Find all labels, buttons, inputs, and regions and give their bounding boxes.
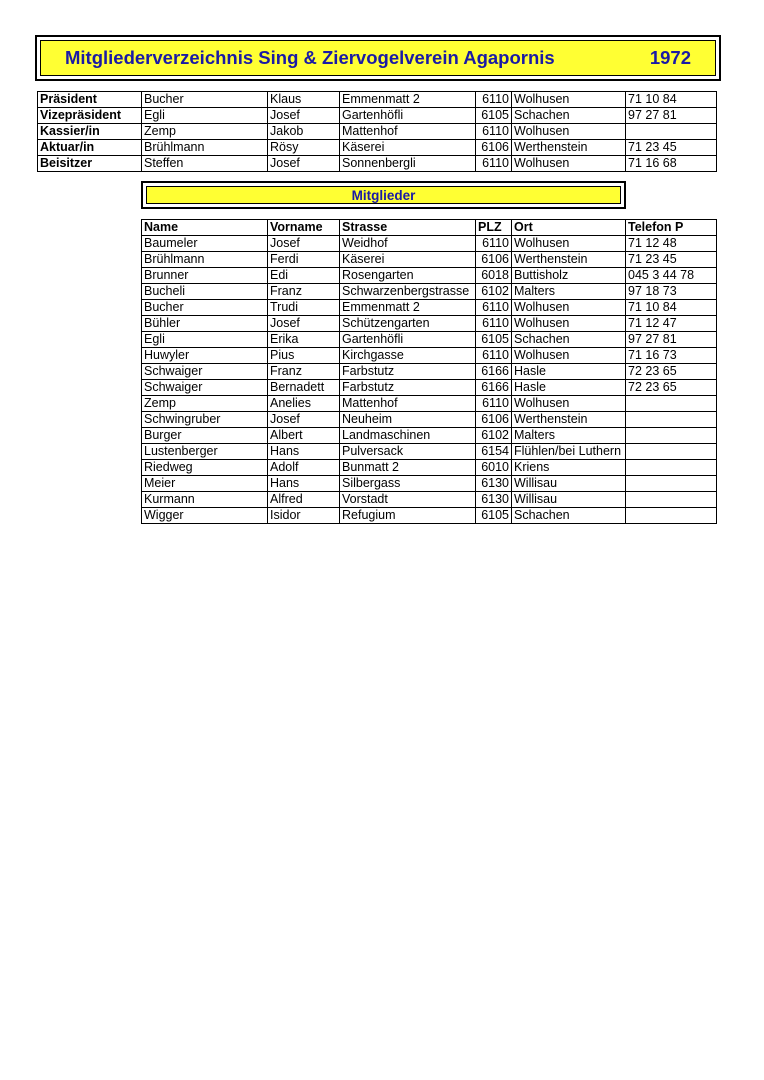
cell-ort: Buttisholz xyxy=(512,268,626,284)
cell-vorname: Jakob xyxy=(268,124,340,140)
cell-vorname: Edi xyxy=(268,268,340,284)
cell-vorname: Isidor xyxy=(268,508,340,524)
cell-strasse: Bunmatt 2 xyxy=(340,460,476,476)
cell-telefon xyxy=(626,460,717,476)
cell-telefon xyxy=(626,492,717,508)
cell-plz: 6010 xyxy=(476,460,512,476)
cell-telefon: 71 12 48 xyxy=(626,236,717,252)
cell-ort: Malters xyxy=(512,428,626,444)
board-table xyxy=(37,91,717,172)
cell-strasse: Gartenhöfli xyxy=(340,332,476,348)
cell-name: Baumeler xyxy=(142,236,268,252)
cell-role: Aktuar/in xyxy=(38,140,142,156)
cell-strasse: Gartenhöfli xyxy=(340,108,476,124)
members-section-banner xyxy=(141,181,626,209)
member-row xyxy=(142,460,717,476)
cell-telefon: 71 23 45 xyxy=(626,252,717,268)
cell-strasse: Mattenhof xyxy=(340,396,476,412)
cell-name: Egli xyxy=(142,108,268,124)
cell-ort: Wolhusen xyxy=(512,124,626,140)
board-row xyxy=(38,92,717,108)
cell-strasse: Pulversack xyxy=(340,444,476,460)
cell-ort: Malters xyxy=(512,284,626,300)
cell-name: Wigger xyxy=(142,508,268,524)
cell-vorname: Anelies xyxy=(268,396,340,412)
cell-vorname: Franz xyxy=(268,364,340,380)
header-strasse: Strasse xyxy=(340,220,476,236)
cell-strasse: Vorstadt xyxy=(340,492,476,508)
cell-ort: Kriens xyxy=(512,460,626,476)
cell-plz: 6110 xyxy=(476,316,512,332)
cell-ort: Schachen xyxy=(512,508,626,524)
cell-strasse: Emmenmatt 2 xyxy=(340,300,476,316)
cell-telefon: 71 10 84 xyxy=(626,92,717,108)
cell-name: Bucher xyxy=(142,92,268,108)
member-row xyxy=(142,236,717,252)
cell-ort: Hasle xyxy=(512,364,626,380)
cell-strasse: Sonnenbergli xyxy=(340,156,476,172)
members-section-banner-fill xyxy=(146,186,621,204)
cell-plz: 6166 xyxy=(476,380,512,396)
cell-telefon: 97 18 73 xyxy=(626,284,717,300)
cell-role: Kassier/in xyxy=(38,124,142,140)
cell-strasse: Neuheim xyxy=(340,412,476,428)
cell-ort: Schachen xyxy=(512,332,626,348)
cell-name: Egli xyxy=(142,332,268,348)
cell-ort: Willisau xyxy=(512,492,626,508)
member-row xyxy=(142,284,717,300)
member-row xyxy=(142,348,717,364)
cell-name: Kurmann xyxy=(142,492,268,508)
cell-ort: Flühlen/bei Luthern xyxy=(512,444,626,460)
header-name: Name xyxy=(142,220,268,236)
cell-plz: 6130 xyxy=(476,492,512,508)
cell-vorname: Josef xyxy=(268,156,340,172)
cell-telefon xyxy=(626,508,717,524)
cell-role: Präsident xyxy=(38,92,142,108)
cell-telefon: 045 3 44 78 xyxy=(626,268,717,284)
cell-plz: 6110 xyxy=(476,396,512,412)
cell-strasse: Silbergass xyxy=(340,476,476,492)
cell-vorname: Josef xyxy=(268,412,340,428)
cell-strasse: Refugium xyxy=(340,508,476,524)
member-row xyxy=(142,252,717,268)
cell-strasse: Farbstutz xyxy=(340,364,476,380)
cell-plz: 6106 xyxy=(476,140,512,156)
member-row xyxy=(142,476,717,492)
cell-vorname: Josef xyxy=(268,108,340,124)
cell-plz: 6106 xyxy=(476,252,512,268)
cell-name: Riedweg xyxy=(142,460,268,476)
page-title: Mitgliederverzeichnis Sing & Ziervogelverein Agapornis xyxy=(65,47,555,68)
cell-plz: 6018 xyxy=(476,268,512,284)
cell-vorname: Bernadett xyxy=(268,380,340,396)
cell-ort: Wolhusen xyxy=(512,156,626,172)
board-row xyxy=(38,156,717,172)
cell-vorname: Hans xyxy=(268,444,340,460)
cell-role: Beisitzer xyxy=(38,156,142,172)
cell-telefon: 71 23 45 xyxy=(626,140,717,156)
cell-name: Bucheli xyxy=(142,284,268,300)
member-row xyxy=(142,300,717,316)
cell-name: Huwyler xyxy=(142,348,268,364)
cell-name: Brühlmann xyxy=(142,252,268,268)
cell-plz: 6110 xyxy=(476,300,512,316)
member-row xyxy=(142,412,717,428)
cell-strasse: Weidhof xyxy=(340,236,476,252)
cell-name: Zemp xyxy=(142,124,268,140)
cell-name: Bucher xyxy=(142,300,268,316)
page-year: 1972 xyxy=(649,47,691,68)
cell-plz: 6105 xyxy=(476,508,512,524)
cell-telefon: 72 23 65 xyxy=(626,380,717,396)
cell-name: Brunner xyxy=(142,268,268,284)
cell-plz: 6102 xyxy=(476,428,512,444)
cell-plz: 6110 xyxy=(476,348,512,364)
cell-plz: 6166 xyxy=(476,364,512,380)
cell-telefon xyxy=(626,124,717,140)
member-row xyxy=(142,364,717,380)
cell-role: Vizepräsident xyxy=(38,108,142,124)
cell-name: Zemp xyxy=(142,396,268,412)
cell-plz: 6105 xyxy=(476,108,512,124)
cell-ort: Werthenstein xyxy=(512,412,626,428)
member-row xyxy=(142,396,717,412)
cell-strasse: Farbstutz xyxy=(340,380,476,396)
cell-telefon: 72 23 65 xyxy=(626,364,717,380)
cell-ort: Wolhusen xyxy=(512,236,626,252)
cell-telefon: 97 27 81 xyxy=(626,108,717,124)
cell-ort: Wolhusen xyxy=(512,92,626,108)
cell-strasse: Kirchgasse xyxy=(340,348,476,364)
cell-vorname: Hans xyxy=(268,476,340,492)
members-table xyxy=(141,219,717,524)
cell-vorname: Franz xyxy=(268,284,340,300)
cell-plz: 6110 xyxy=(476,124,512,140)
cell-vorname: Ferdi xyxy=(268,252,340,268)
cell-ort: Willisau xyxy=(512,476,626,492)
cell-strasse: Käserei xyxy=(340,140,476,156)
cell-telefon: 71 16 73 xyxy=(626,348,717,364)
member-row xyxy=(142,428,717,444)
cell-vorname: Josef xyxy=(268,316,340,332)
board-row xyxy=(38,124,717,140)
cell-plz: 6105 xyxy=(476,332,512,348)
cell-vorname: Albert xyxy=(268,428,340,444)
member-row xyxy=(142,380,717,396)
cell-ort: Wolhusen xyxy=(512,300,626,316)
cell-name: Schwaiger xyxy=(142,364,268,380)
cell-plz: 6110 xyxy=(476,156,512,172)
cell-plz: 6130 xyxy=(476,476,512,492)
cell-strasse: Emmenmatt 2 xyxy=(340,92,476,108)
cell-telefon: 71 10 84 xyxy=(626,300,717,316)
cell-telefon: 71 12 47 xyxy=(626,316,717,332)
cell-vorname: Josef xyxy=(268,236,340,252)
cell-strasse: Schützengarten xyxy=(340,316,476,332)
cell-ort: Werthenstein xyxy=(512,140,626,156)
cell-plz: 6110 xyxy=(476,236,512,252)
cell-ort: Hasle xyxy=(512,380,626,396)
cell-name: Steffen xyxy=(142,156,268,172)
cell-telefon xyxy=(626,444,717,460)
cell-vorname: Erika xyxy=(268,332,340,348)
cell-plz: 6154 xyxy=(476,444,512,460)
member-row xyxy=(142,508,717,524)
cell-ort: Wolhusen xyxy=(512,396,626,412)
board-row xyxy=(38,140,717,156)
board-row xyxy=(38,108,717,124)
cell-plz: 6106 xyxy=(476,412,512,428)
cell-ort: Wolhusen xyxy=(512,316,626,332)
members-table-body xyxy=(142,236,717,524)
member-row xyxy=(142,492,717,508)
cell-vorname: Alfred xyxy=(268,492,340,508)
cell-strasse: Schwarzenbergstrasse xyxy=(340,284,476,300)
cell-telefon xyxy=(626,412,717,428)
header-ort: Ort xyxy=(512,220,626,236)
cell-name: Meier xyxy=(142,476,268,492)
cell-ort: Werthenstein xyxy=(512,252,626,268)
cell-telefon xyxy=(626,396,717,412)
member-row xyxy=(142,268,717,284)
member-row xyxy=(142,444,717,460)
cell-vorname: Rösy xyxy=(268,140,340,156)
cell-vorname: Pius xyxy=(268,348,340,364)
cell-plz: 6102 xyxy=(476,284,512,300)
cell-strasse: Käserei xyxy=(340,252,476,268)
cell-ort: Wolhusen xyxy=(512,348,626,364)
title-banner xyxy=(35,35,721,81)
cell-telefon: 97 27 81 xyxy=(626,332,717,348)
cell-strasse: Rosengarten xyxy=(340,268,476,284)
cell-telefon: 71 16 68 xyxy=(626,156,717,172)
cell-name: Lustenberger xyxy=(142,444,268,460)
cell-name: Schwaiger xyxy=(142,380,268,396)
cell-strasse: Landmaschinen xyxy=(340,428,476,444)
header-plz: PLZ xyxy=(476,220,512,236)
header-telefon: Telefon P xyxy=(626,220,717,236)
title-banner-fill xyxy=(40,40,716,76)
members-section-title: Mitglieder xyxy=(351,187,416,203)
cell-name: Schwingruber xyxy=(142,412,268,428)
cell-vorname: Trudi xyxy=(268,300,340,316)
cell-vorname: Klaus xyxy=(268,92,340,108)
board-table-body xyxy=(38,92,717,172)
cell-name: Burger xyxy=(142,428,268,444)
cell-name: Brühlmann xyxy=(142,140,268,156)
cell-strasse: Mattenhof xyxy=(340,124,476,140)
cell-telefon xyxy=(626,476,717,492)
cell-name: Bühler xyxy=(142,316,268,332)
cell-telefon xyxy=(626,428,717,444)
member-row xyxy=(142,316,717,332)
cell-vorname: Adolf xyxy=(268,460,340,476)
member-row xyxy=(142,332,717,348)
cell-ort: Schachen xyxy=(512,108,626,124)
members-header-row xyxy=(142,220,717,236)
cell-plz: 6110 xyxy=(476,92,512,108)
header-vorname: Vorname xyxy=(268,220,340,236)
